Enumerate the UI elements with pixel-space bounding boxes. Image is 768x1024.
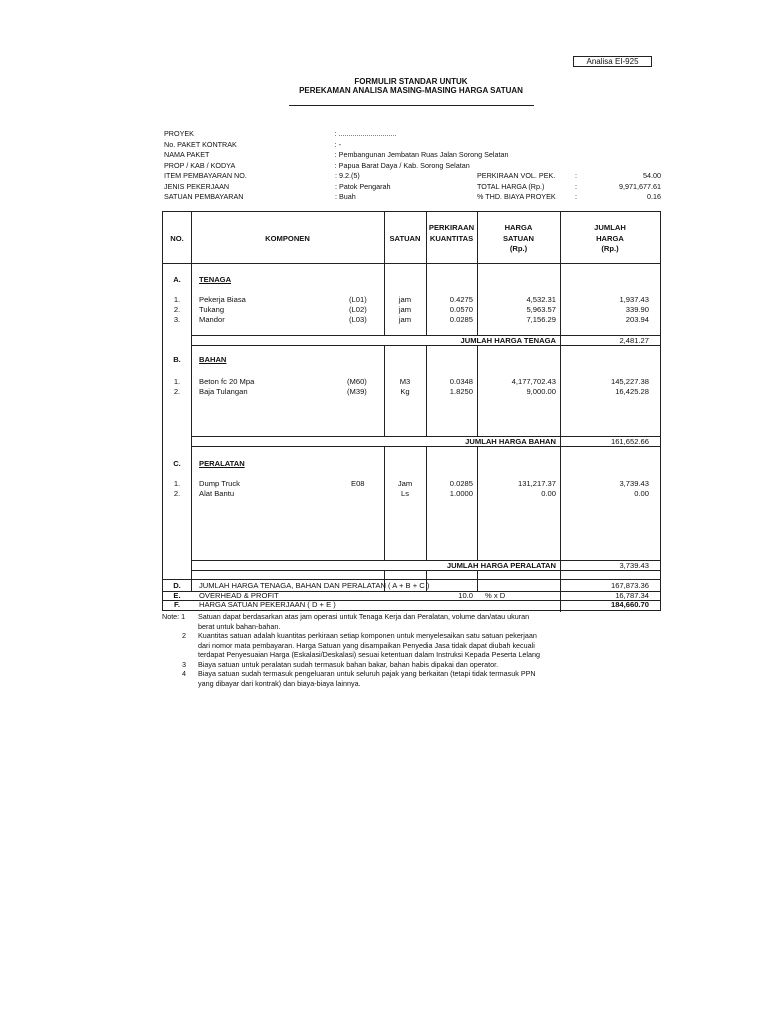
row-name: Pekerja Biasa: [199, 295, 246, 304]
tenaga-subtotal-label: JUMLAH HARGA TENAGA: [460, 336, 556, 345]
row-total: 16,425.28: [615, 387, 649, 396]
row-total: 3,739.43: [619, 479, 649, 488]
note-line: dari nomor mata pembayaran. Harga Satuan yang disampaikan Penyedia Jasa tidak dapat diubah kecuali: [198, 640, 535, 650]
meta-value: : .............................: [334, 129, 397, 138]
meta-label: ITEM PEMBAYARAN NO.: [164, 171, 247, 180]
meta-side-colon: :: [575, 192, 577, 201]
title-underline: [289, 105, 534, 106]
row-price: 131,217.37: [517, 479, 556, 488]
note-line: Kuantitas satuan adalah kuantitas perkiraan setiap komponen untuk menyelesaikan satu satuan pekerjaan: [198, 631, 537, 640]
analysis-table: [162, 211, 661, 611]
row-price: 0.00: [541, 489, 556, 498]
header-satuan: SATUAN: [389, 234, 421, 243]
summary-f-value: 184,660.70: [610, 600, 649, 609]
row-total: 1,937.43: [619, 295, 649, 304]
row-unit: M3: [399, 377, 411, 386]
row-name: Baja Tulangan: [199, 387, 248, 396]
meta-row-paket-kontrak: [164, 140, 664, 151]
col-rule-kuantitas-d: [477, 570, 478, 591]
meta-row-jenis: [164, 182, 664, 193]
header-harga-1: HARGA: [504, 223, 533, 232]
meta-label: No. PAKET KONTRAK: [164, 139, 237, 149]
row-unit: Ls: [400, 489, 410, 498]
note-number: 3: [182, 659, 186, 669]
meta-row-proyek: [164, 129, 664, 140]
header-jumlah-1: JUMLAH: [594, 223, 626, 232]
header-no: NO.: [170, 234, 184, 243]
meta-row-nama-paket: [164, 150, 664, 161]
row-qty: 0.0285: [449, 479, 473, 488]
row-qty: 0.4275: [449, 295, 473, 304]
meta-side-label: PERKIRAAN VOL. PEK.: [477, 171, 556, 180]
row-price: 4,532.31: [526, 295, 556, 304]
row-name: Beton fc 20 Mpa: [199, 377, 255, 386]
row-name: Mandor: [199, 315, 225, 324]
reference-code-box: [573, 56, 652, 67]
note-item: [162, 631, 582, 660]
notes: [162, 612, 582, 688]
meta-side-value: 0.16: [647, 192, 661, 201]
peralatan-subtotal-label: JUMLAH HARGA PERALATAN: [446, 561, 556, 570]
meta-row-prop: [164, 161, 664, 172]
col-rule-kuantitas-c: [477, 446, 478, 560]
row-no: 1.: [173, 479, 181, 488]
row-price: 7,156.29: [526, 315, 556, 324]
meta-value: : Patok Pengarah: [335, 181, 391, 191]
row-no: 2.: [173, 387, 181, 396]
summary-top-rule: [163, 579, 660, 580]
bahan-subtotal-value: 161,652.66: [610, 437, 649, 446]
note-item: [162, 660, 582, 670]
note-line: Biaya satuan sudah termasuk pengeluaran untuk seluruh pajak yang berkaitan (tetapi tidak termasuk PPN: [198, 669, 536, 678]
meta-side-label: % THD. BIAYA PROYEK: [477, 192, 556, 201]
section-c-letter: C.: [173, 459, 181, 468]
row-code: (L03): [349, 315, 367, 324]
row-no: 2.: [173, 489, 181, 498]
row-total: 339.90: [625, 305, 649, 314]
meta-value: : -: [334, 139, 342, 149]
reference-code: Analisa EI-925: [586, 57, 639, 66]
row-qty: 1.0000: [449, 489, 473, 498]
section-c-title: PERALATAN: [199, 459, 245, 468]
note-number: Note: 1: [162, 612, 186, 621]
row-code: (M39): [347, 387, 367, 396]
summary-d-letter: D.: [173, 581, 181, 590]
project-info: [164, 129, 664, 203]
meta-label: NAMA PAKET: [164, 150, 210, 159]
meta-label: JENIS PEKERJAAN: [164, 181, 230, 191]
header-jumlah-2: HARGA: [596, 234, 624, 243]
meta-side-colon: :: [575, 171, 577, 180]
header-rule: [163, 263, 660, 264]
row-name: Dump Truck: [199, 479, 240, 488]
row-price: 4,177,702.43: [511, 377, 556, 386]
header-harga-3: (Rp.): [509, 244, 528, 253]
row-price: 9,000.00: [526, 387, 556, 396]
row-qty: 0.0285: [449, 315, 473, 324]
row-unit: Jam: [397, 479, 413, 488]
row-qty: 1.8250: [449, 387, 473, 396]
row-name: Alat Bantu: [199, 489, 235, 498]
form-title: [160, 77, 662, 95]
header-jumlah-3: (Rp.): [601, 244, 619, 253]
row-unit: jam: [398, 315, 412, 324]
row-code: E08: [351, 479, 365, 488]
row-code: (L02): [349, 305, 367, 314]
note-line: yang dibayar dari kontrak) dan biaya-biaya lainnya.: [198, 678, 361, 688]
meta-side-value: 9,971,677.61: [619, 181, 661, 191]
row-unit: Kg: [400, 387, 410, 396]
row-code: (M60): [347, 377, 367, 386]
section-a-title: TENAGA: [199, 275, 232, 284]
header-harga-2: SATUAN: [502, 234, 535, 243]
row-no: 2.: [173, 305, 181, 314]
note-line: terdapat Penyesuaian Harga (Eskalasi/Deskalasi) sesuai ketentuan dalam Instruksi Kepada Peserta Lelang: [198, 650, 541, 659]
meta-label: PROP / KAB / KODYA: [164, 160, 236, 170]
meta-side-value: 54.00: [643, 171, 661, 180]
section-b-title: BAHAN: [199, 355, 227, 364]
meta-value: : 9.2.(5): [335, 171, 360, 180]
meta-label: SATUAN PEMBAYARAN: [164, 192, 244, 201]
note-line: Satuan dapat berdasarkan atas jam operasi untuk Tenaga Kerja dan Peralatan, volume dan/atau ukuran: [198, 612, 530, 621]
row-no: 3.: [173, 315, 181, 324]
row-price: 5,963.57: [526, 305, 556, 314]
header-komponen: KOMPONEN: [265, 234, 310, 243]
meta-value: : Papua Barat Daya / Kab. Sorong Selatan: [334, 160, 470, 170]
summary-e-letter: E.: [173, 591, 181, 600]
meta-value: : Buah: [335, 192, 356, 201]
section-a-letter: A.: [173, 275, 181, 284]
tenaga-subtotal-value: 2,481.27: [619, 336, 649, 345]
row-total: 0.00: [634, 489, 649, 498]
row-no: 1.: [173, 377, 181, 386]
row-unit: jam: [398, 305, 412, 314]
section-b-letter: B.: [173, 355, 181, 364]
meta-value: : Pembangunan Jembatan Ruas Jalan Sorong Selatan: [334, 150, 509, 159]
peralatan-subtotal-value: 3,739.43: [619, 561, 649, 570]
row-no: 1.: [173, 295, 181, 304]
note-line: Biaya satuan untuk peralatan sudah termasuk bahan bakar, bahan habis dipakai dan operator.: [198, 659, 499, 669]
note-item: [162, 669, 582, 688]
meta-label: PROYEK: [164, 129, 194, 138]
summary-d-label: JUMLAH HARGA TENAGA, BAHAN DAN PERALATAN ( A + B + C ): [199, 581, 430, 590]
note-item: [162, 612, 582, 631]
header-kuantitas-1: PERKIRAAN: [428, 223, 475, 232]
row-qty: 0.0570: [449, 305, 473, 314]
summary-f-letter: F.: [174, 600, 180, 609]
title-line-2: PEREKAMAN ANALISA MASING-MASING HARGA SATUAN: [299, 86, 523, 95]
summary-e-percent: 10.0: [458, 591, 473, 600]
summary-e-label: OVERHEAD & PROFIT: [199, 591, 279, 600]
meta-side-colon: :: [575, 181, 577, 191]
row-code: (L01): [349, 295, 367, 304]
summary-d-value: 167,873.36: [610, 581, 649, 590]
note-number: 2: [182, 631, 186, 640]
meta-row-satuan: [164, 192, 664, 203]
note-number: 4: [182, 669, 186, 678]
row-unit: jam: [398, 295, 412, 304]
col-rule-harga-c: [560, 446, 561, 560]
row-name: Tukang: [199, 305, 225, 314]
row-total: 145,227.38: [610, 377, 649, 386]
meta-side-label: TOTAL HARGA (Rp.): [477, 181, 545, 191]
row-qty: 0.0348: [449, 377, 473, 386]
col-rule-no: [191, 212, 192, 591]
note-line: berat untuk bahan-bahan.: [198, 621, 281, 631]
title-line-1: FORMULIR STANDAR UNTUK: [354, 77, 468, 86]
bahan-subtotal-label: JUMLAH HARGA BAHAN: [465, 437, 556, 446]
col-rule-komponen-c: [384, 446, 385, 560]
meta-row-item: [164, 171, 664, 182]
summary-f-label: HARGA SATUAN PEKERJAAN ( D + E ): [199, 600, 336, 609]
summary-e-formula: % x D: [485, 591, 506, 600]
summary-e-value: 16,787.34: [615, 591, 649, 600]
header-kuantitas-2: KUANTITAS: [429, 234, 474, 243]
row-total: 203.94: [625, 315, 649, 324]
col-rule-satuan-c: [426, 446, 427, 560]
